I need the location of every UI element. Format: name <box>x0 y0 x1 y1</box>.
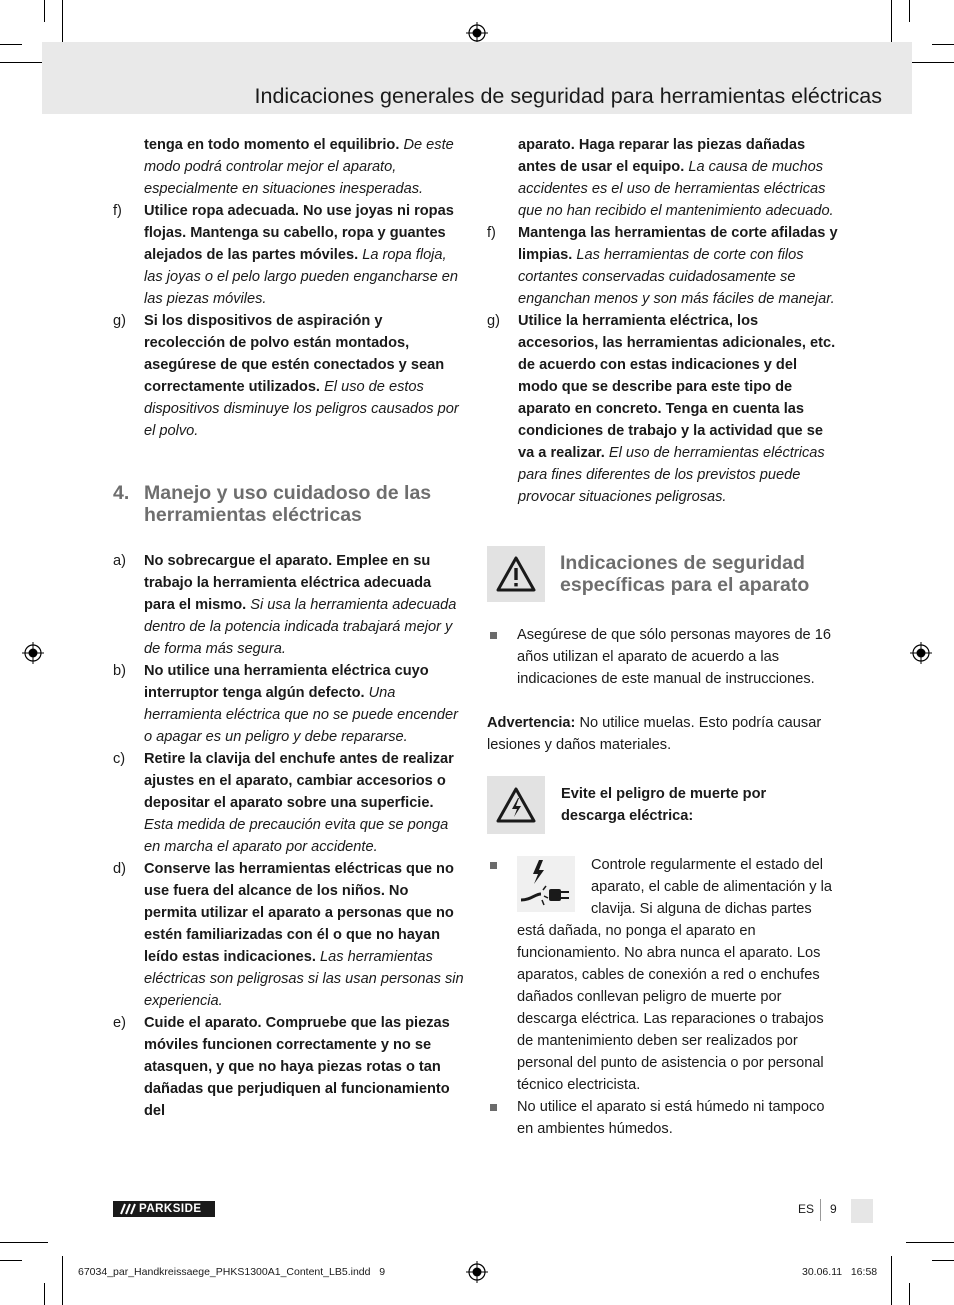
page-number: 9 <box>830 1202 837 1216</box>
item-bold-text: Si los dispositivos de aspiración y recolección de polvo están montados, asegúrese de que estén conectados y sean correctamente utilizados. <box>144 313 445 395</box>
crop-mark <box>0 62 48 63</box>
section-title: Manejo y uso cuidadoso de las herramientas eléctricas <box>144 482 432 526</box>
specific-safety-heading: Indicaciones de seguridad específicas para el aparato <box>560 552 810 596</box>
registration-mark-icon <box>910 642 932 664</box>
bullet-square-icon <box>490 1104 497 1111</box>
item-italic-text: De este modo podrá controlar mejor el aparato, especialmente en situaciones inesperadas. <box>144 137 454 197</box>
item-bold-text: aparato. Haga reparar las piezas dañadas antes de usar el equipo. <box>518 137 806 175</box>
warning-paragraph <box>487 712 839 756</box>
crop-mark <box>62 1256 63 1305</box>
section-number: 4. <box>113 482 130 504</box>
bullet-item <box>487 624 839 690</box>
crop-mark <box>906 1242 954 1243</box>
item-label: d) <box>113 861 126 877</box>
registration-mark-icon <box>466 1261 488 1283</box>
warning-triangle-icon <box>487 546 545 602</box>
left-column <box>113 134 465 1122</box>
bullet-item <box>487 1096 839 1140</box>
item-label: g) <box>113 313 126 329</box>
list-item <box>113 748 465 858</box>
crop-mark <box>909 0 910 22</box>
footer-tab <box>851 1199 873 1223</box>
item-bold-text: Utilice la herramienta eléctrica, los accesorios, las herramientas adicionales, etc. de acuerdo con estas indicaciones y del modo que se describe para este tipo de aparato en concreto. Tenga en cuenta las condiciones de trabajo y la actividad que se va a realizar. <box>518 313 836 461</box>
list-item <box>113 660 465 748</box>
list-item <box>113 310 465 442</box>
parkside-logo <box>113 1201 215 1217</box>
list-item <box>113 200 465 310</box>
item-label: g) <box>487 313 500 329</box>
crop-mark <box>44 1283 45 1305</box>
language-code: ES <box>798 1202 815 1216</box>
item-italic-text: El uso de herramientas eléctricas para fines diferentes de los previstos puede provocar situaciones peligrosas. <box>518 445 825 505</box>
item-italic-text: Esta medida de precaución evita que se ponga en marcha el aparato por accidente. <box>144 817 449 855</box>
continued-item <box>487 134 839 222</box>
right-column <box>487 134 839 1140</box>
item-label: b) <box>113 663 126 679</box>
item-bold-text: Retire la clavija del enchufe antes de realizar ajustes en el aparato, cambiar accesorios o depositar el aparato sobre una superficie. <box>144 751 454 811</box>
electric-shock-heading: Evite el peligro de muerte por descarga eléctrica: <box>561 786 767 824</box>
crop-mark <box>891 1256 892 1305</box>
item-bold-text: tenga en todo momento el equilibrio. <box>144 137 400 153</box>
damaged-plug-icon <box>517 856 575 912</box>
specific-safety-block <box>487 546 839 602</box>
item-label: f) <box>487 225 496 241</box>
item-italic-text: La ropa floja, las joyas o el pelo largo pueden engancharse en las piezas móviles. <box>144 247 458 307</box>
warning-label: Advertencia: <box>487 715 576 731</box>
electric-shock-block <box>487 776 839 834</box>
crop-mark <box>0 1242 48 1243</box>
list-item <box>487 310 839 508</box>
list-item <box>113 550 465 660</box>
list-item <box>487 222 839 310</box>
warning-text: No utilice muelas. Esto podría causar lesiones y daños materiales. <box>487 715 822 753</box>
crop-mark <box>0 44 22 45</box>
item-italic-text: El uso de estos dispositivos disminuye los peligros causados por el polvo. <box>144 379 459 439</box>
bullet-text: No utilice el aparato si está húmedo ni tampoco en ambientes húmedos. <box>517 1099 825 1137</box>
list-item <box>113 1012 465 1122</box>
crop-mark <box>0 1260 22 1261</box>
item-label: f) <box>113 203 122 219</box>
item-bold-text: Mantenga las herramientas de corte afiladas y limpias. <box>518 225 838 263</box>
item-bold-text: No sobrecargue el aparato. Emplee en su trabajo la herramienta eléctrica adecuada para el mismo. <box>144 553 432 613</box>
item-italic-text: Las herramientas eléctricas son peligrosas si las usan personas sin experiencia. <box>144 949 464 1009</box>
list-item <box>113 858 465 1012</box>
crop-mark <box>909 1283 910 1305</box>
crop-mark <box>906 62 954 63</box>
registration-mark-icon <box>22 642 44 664</box>
bullet-text: Asegúrese de que sólo personas mayores de 16 años utilizan el aparato de acuerdo a las indicaciones de este manual de instrucciones. <box>517 627 831 687</box>
electric-hazard-icon <box>487 776 545 834</box>
slug-filename: 67034_par_Handkreissaege_PHKS1300A1_Content_LB5.indd 9 <box>78 1266 386 1278</box>
item-bold-text: Conserve las herramientas eléctricas que no use fuera del alcance de los niños. No permita utilizar el aparato a personas que no estén familiarizadas con él o que no hayan leído estas indicaciones. <box>144 861 454 965</box>
item-italic-text: La causa de muchos accidentes es el uso de herramientas eléctricas que no han recibido el mantenimiento adecuado. <box>518 159 834 219</box>
item-italic-text: Si usa la herramienta adecuada dentro de la potencia indicada trabajará mejor y de forma más segura. <box>144 597 457 657</box>
bullet-square-icon <box>490 862 497 869</box>
bullet-square-icon <box>490 632 497 639</box>
bullet-text: Controle regularmente el estado del aparato, el cable de alimentación y la clavija. Si alguna de dichas partes está dañada, no ponga el aparato en funcionamiento. No abra nunca el aparato. Los aparatos, cables de conexión a red o enchufes dañados conllevan peligro de muerte por descarga eléctrica. Las reparaciones o trabajos de mantenimiento deben ser realizados por personal del punto de asistencia o por personal técnico electricista. <box>517 857 832 1093</box>
item-bold-text: Cuide el aparato. Compruebe que las piezas móviles funcionen correctamente y no se atasquen, y que no haya piezas rotas o tan dañadas que perjudiquen al funcionamiento del <box>144 1015 450 1119</box>
footer-divider <box>820 1199 821 1221</box>
section-heading <box>113 482 465 526</box>
item-italic-text: Una herramienta eléctrica que no se puede encender o apagar es un peligro y debe repararse. <box>144 685 458 745</box>
page-title: Indicaciones generales de seguridad para herramientas eléctricas <box>254 84 882 108</box>
slug-datetime: 30.06.11 16:58 <box>802 1266 878 1278</box>
crop-mark <box>932 44 954 45</box>
item-bold-text: Utilice ropa adecuada. No use joyas ni ropas flojas. Mantenga su cabello, ropa y guantes alejados de las partes móviles. <box>144 203 454 263</box>
continued-item <box>113 134 465 200</box>
item-bold-text: No utilice una herramienta eléctrica cuyo interruptor tenga algún defecto. <box>144 663 429 701</box>
item-italic-text: Las herramientas de corte con filos cortantes conservadas cuidadosamente se enganchan menos y son más fáciles de manejar. <box>518 247 835 307</box>
crop-mark <box>62 0 63 48</box>
item-label: e) <box>113 1015 126 1031</box>
crop-mark <box>891 0 892 48</box>
item-label: a) <box>113 553 126 569</box>
brand-name: PARKSIDE <box>139 1203 202 1215</box>
registration-mark-icon <box>466 22 488 44</box>
item-label: c) <box>113 751 126 767</box>
crop-mark <box>44 0 45 22</box>
bullet-item <box>487 854 839 1096</box>
crop-mark <box>932 1260 954 1261</box>
